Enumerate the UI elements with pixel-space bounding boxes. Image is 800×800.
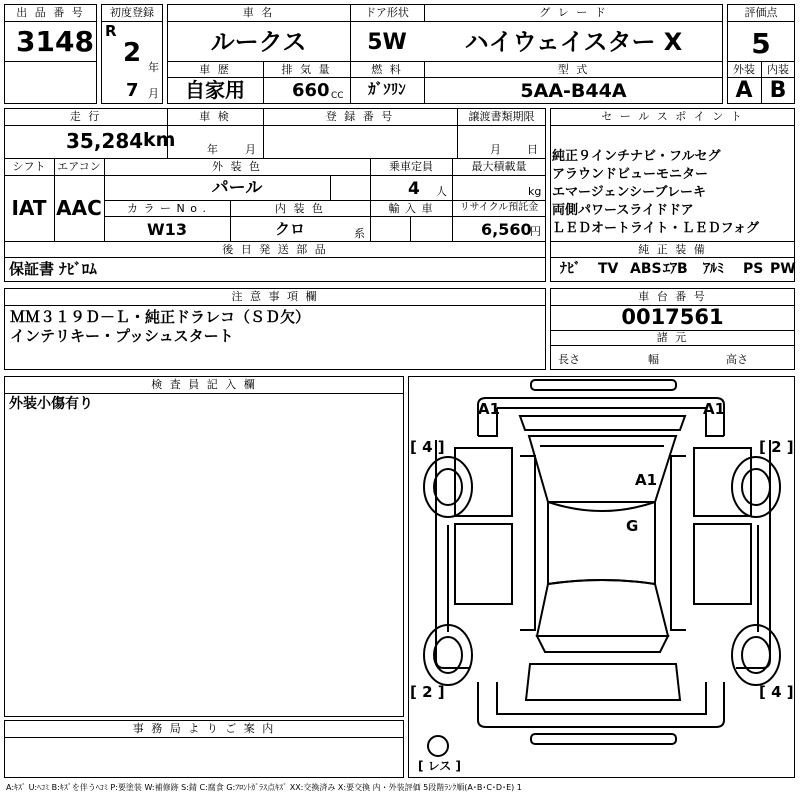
equip-abs: ABS (630, 261, 662, 277)
left-front-hub (434, 469, 462, 505)
sales-line-4: 両側パワースライドドア (552, 203, 694, 218)
door-type: 5W (367, 30, 407, 55)
transfer-day-unit: 日 (527, 143, 538, 156)
front-bumper-shape (531, 380, 676, 390)
max-load-unit: kg (528, 185, 542, 198)
grade: ハイウェイスター X (464, 28, 683, 56)
rear-bumper-shape (531, 734, 676, 744)
recycle-fee: 6,560 (481, 220, 532, 239)
notes-label: 注 意 事 項 欄 (231, 290, 319, 303)
right-rear-wheel (732, 625, 780, 685)
height-label: 高さ (726, 353, 748, 366)
left-front-wheel (424, 457, 472, 517)
history: 自家用 (185, 78, 245, 102)
interior-color-label: 内 装 色 (275, 202, 325, 215)
spare-tire-status: [ レス ] (418, 759, 461, 773)
equip-alloy: ｱﾙﾐ (703, 261, 724, 277)
inspection-year-unit: 年 (207, 143, 218, 156)
right-front-hub (742, 469, 770, 505)
left-rear-door (455, 524, 512, 604)
inspection-month-unit: 月 (245, 143, 256, 156)
tread-right-rear: [ 4 ] (759, 683, 794, 701)
interior-color: クロ (274, 220, 305, 238)
exterior-grade: A (735, 78, 753, 103)
dimensions-label: 諸 元 (656, 331, 689, 344)
interior-label: 内装 (767, 63, 789, 76)
model-label: 型 式 (557, 63, 590, 76)
year-unit: 年 (148, 61, 159, 74)
equip-tv: TV (598, 261, 619, 277)
equipment-label: 純 正 装 備 (638, 243, 707, 256)
damage-mark-glass-chip: G (626, 517, 639, 535)
left-rear-wheel (424, 625, 472, 685)
spare-tire (428, 736, 448, 756)
rear-deck (537, 636, 668, 652)
sales-line-2: アラウンドビューモニター (552, 167, 709, 182)
interior-color-unit: 系 (354, 227, 365, 240)
interior-grade: B (769, 78, 787, 103)
exterior-label: 外装 (733, 63, 755, 76)
rear-body-outline (478, 682, 724, 727)
chassis-label: 車 台 番 号 (638, 290, 707, 303)
reg-year: 2 (123, 38, 142, 68)
office-label: 事 務 局 よ り ご 案 内 (132, 722, 276, 735)
fuel: ｶﾞｿﾘﾝ (368, 80, 406, 98)
displacement: 660 (292, 80, 330, 101)
tread-right-front: [ 2 ] (759, 438, 794, 456)
capacity-label: 乗車定員 (389, 160, 433, 173)
shift: IAT (11, 196, 47, 220)
first-registration-label: 初度登録 (110, 6, 154, 19)
equip-navi: ﾅﾋﾞ (560, 261, 581, 277)
legend: A:ｷｽﾞ U:ﾍｺﾐ B:ｷｽﾞを伴うﾍｺﾐ P:要塗装 W:補修跡 S:錆 C:腐食 G:ﾌﾛﾝﾄｶﾞﾗｽ点ｷｽﾞ XX:交換済み X:要交換 内・外装評価 5段階ﾗﾝｸ順(A･B･C･D･E) 1 (6, 783, 522, 792)
import-label: 輸 入 車 (388, 202, 434, 215)
equip-ps: PS (743, 261, 764, 277)
right-rear-door (694, 524, 751, 604)
damage-mark-front-right: A1 (703, 400, 726, 418)
exterior-color: パール (211, 178, 263, 198)
grade-label: グ レ ー ド (539, 6, 608, 19)
recycle-unit: 円 (530, 225, 541, 238)
car-name: ルークス (210, 28, 307, 56)
tread-left-front: [ 4 ] (410, 438, 445, 456)
roof (548, 502, 655, 584)
rear-glass (537, 580, 668, 636)
note-line-2: インテリキー・プッシュスタート (10, 327, 234, 345)
transfer-month-unit: 月 (490, 143, 501, 156)
mileage: 35,284 (66, 129, 144, 153)
aircon-label: エアコン (57, 160, 101, 173)
month-unit: 月 (148, 87, 159, 100)
left-pillar (520, 456, 535, 630)
overall-score: 5 (751, 27, 771, 60)
car-name-label: 車 名 (242, 6, 275, 19)
chassis-number: 0017561 (621, 305, 724, 329)
color-number: W13 (147, 220, 187, 239)
transfer-deadline-label: 譲渡書類期限 (468, 110, 535, 123)
width-label: 幅 (648, 353, 659, 366)
max-load-label: 最大積載量 (471, 160, 527, 173)
tailgate (526, 664, 680, 700)
inspector-note: 外装小傷有り (9, 396, 93, 412)
fuel-label: 燃 料 (371, 63, 403, 76)
lot-number: 3148 (16, 25, 94, 58)
later-parts-label: 後 日 発 送 部 品 (222, 243, 328, 256)
displacement-label: 排 気 量 (281, 63, 332, 76)
right-pillar (671, 456, 686, 630)
later-parts: 保証書 ﾅﾋﾞﾛﾑ (9, 260, 97, 278)
sales-line-5: ＬＥＤオートライト・ＬＥＤフォグ (552, 221, 759, 236)
equip-airbag: ｴｱB (663, 261, 688, 277)
cc-unit: CC (331, 91, 344, 101)
registration-number-label: 登 録 番 号 (325, 110, 395, 123)
inspection-label: 車 検 (199, 110, 231, 123)
tread-left-rear: [ 2 ] (410, 683, 445, 701)
km-unit: km (143, 129, 176, 151)
left-front-door (455, 448, 512, 516)
history-label: 車 歴 (199, 63, 231, 76)
exterior-color-label: 外 装 色 (212, 160, 262, 173)
inspector-label: 検 査 員 記 入 欄 (151, 378, 257, 391)
door-label: ドア形状 (365, 6, 409, 19)
mileage-label: 走 行 (69, 110, 102, 123)
lot-number-label: 出 品 番 号 (16, 6, 85, 19)
capacity-unit: 人 (436, 185, 447, 198)
right-front-wheel (732, 457, 780, 517)
capacity: 4 (408, 179, 420, 199)
note-line-1: ＭＭ３１９Ｄ－Ｌ・純正ドラレコ（ＳＤ欠） (10, 308, 311, 326)
recycle-label: リサイクル預託金 (459, 202, 539, 213)
era: R (105, 22, 117, 40)
shift-label: シフト (12, 160, 46, 173)
length-label: 長さ (558, 353, 580, 366)
color-number-label: カ ラ ー N o . (127, 202, 207, 215)
score-label: 評価点 (744, 6, 778, 19)
sales-point-label: セ ー ル ス ポ イ ン ト (601, 110, 744, 123)
damage-mark-windshield: A1 (635, 471, 658, 489)
damage-mark-front-left: A1 (478, 400, 501, 418)
sales-line-1: 純正９インチナビ・フルセグ (552, 149, 721, 164)
equip-pw: PW (770, 261, 796, 277)
sales-line-3: エマージェンシーブレーキ (552, 185, 706, 200)
model-code: 5AA-B44A (520, 80, 627, 102)
hood-top (520, 416, 685, 430)
reg-month: 7 (126, 80, 139, 101)
aircon: AAC (56, 196, 102, 220)
